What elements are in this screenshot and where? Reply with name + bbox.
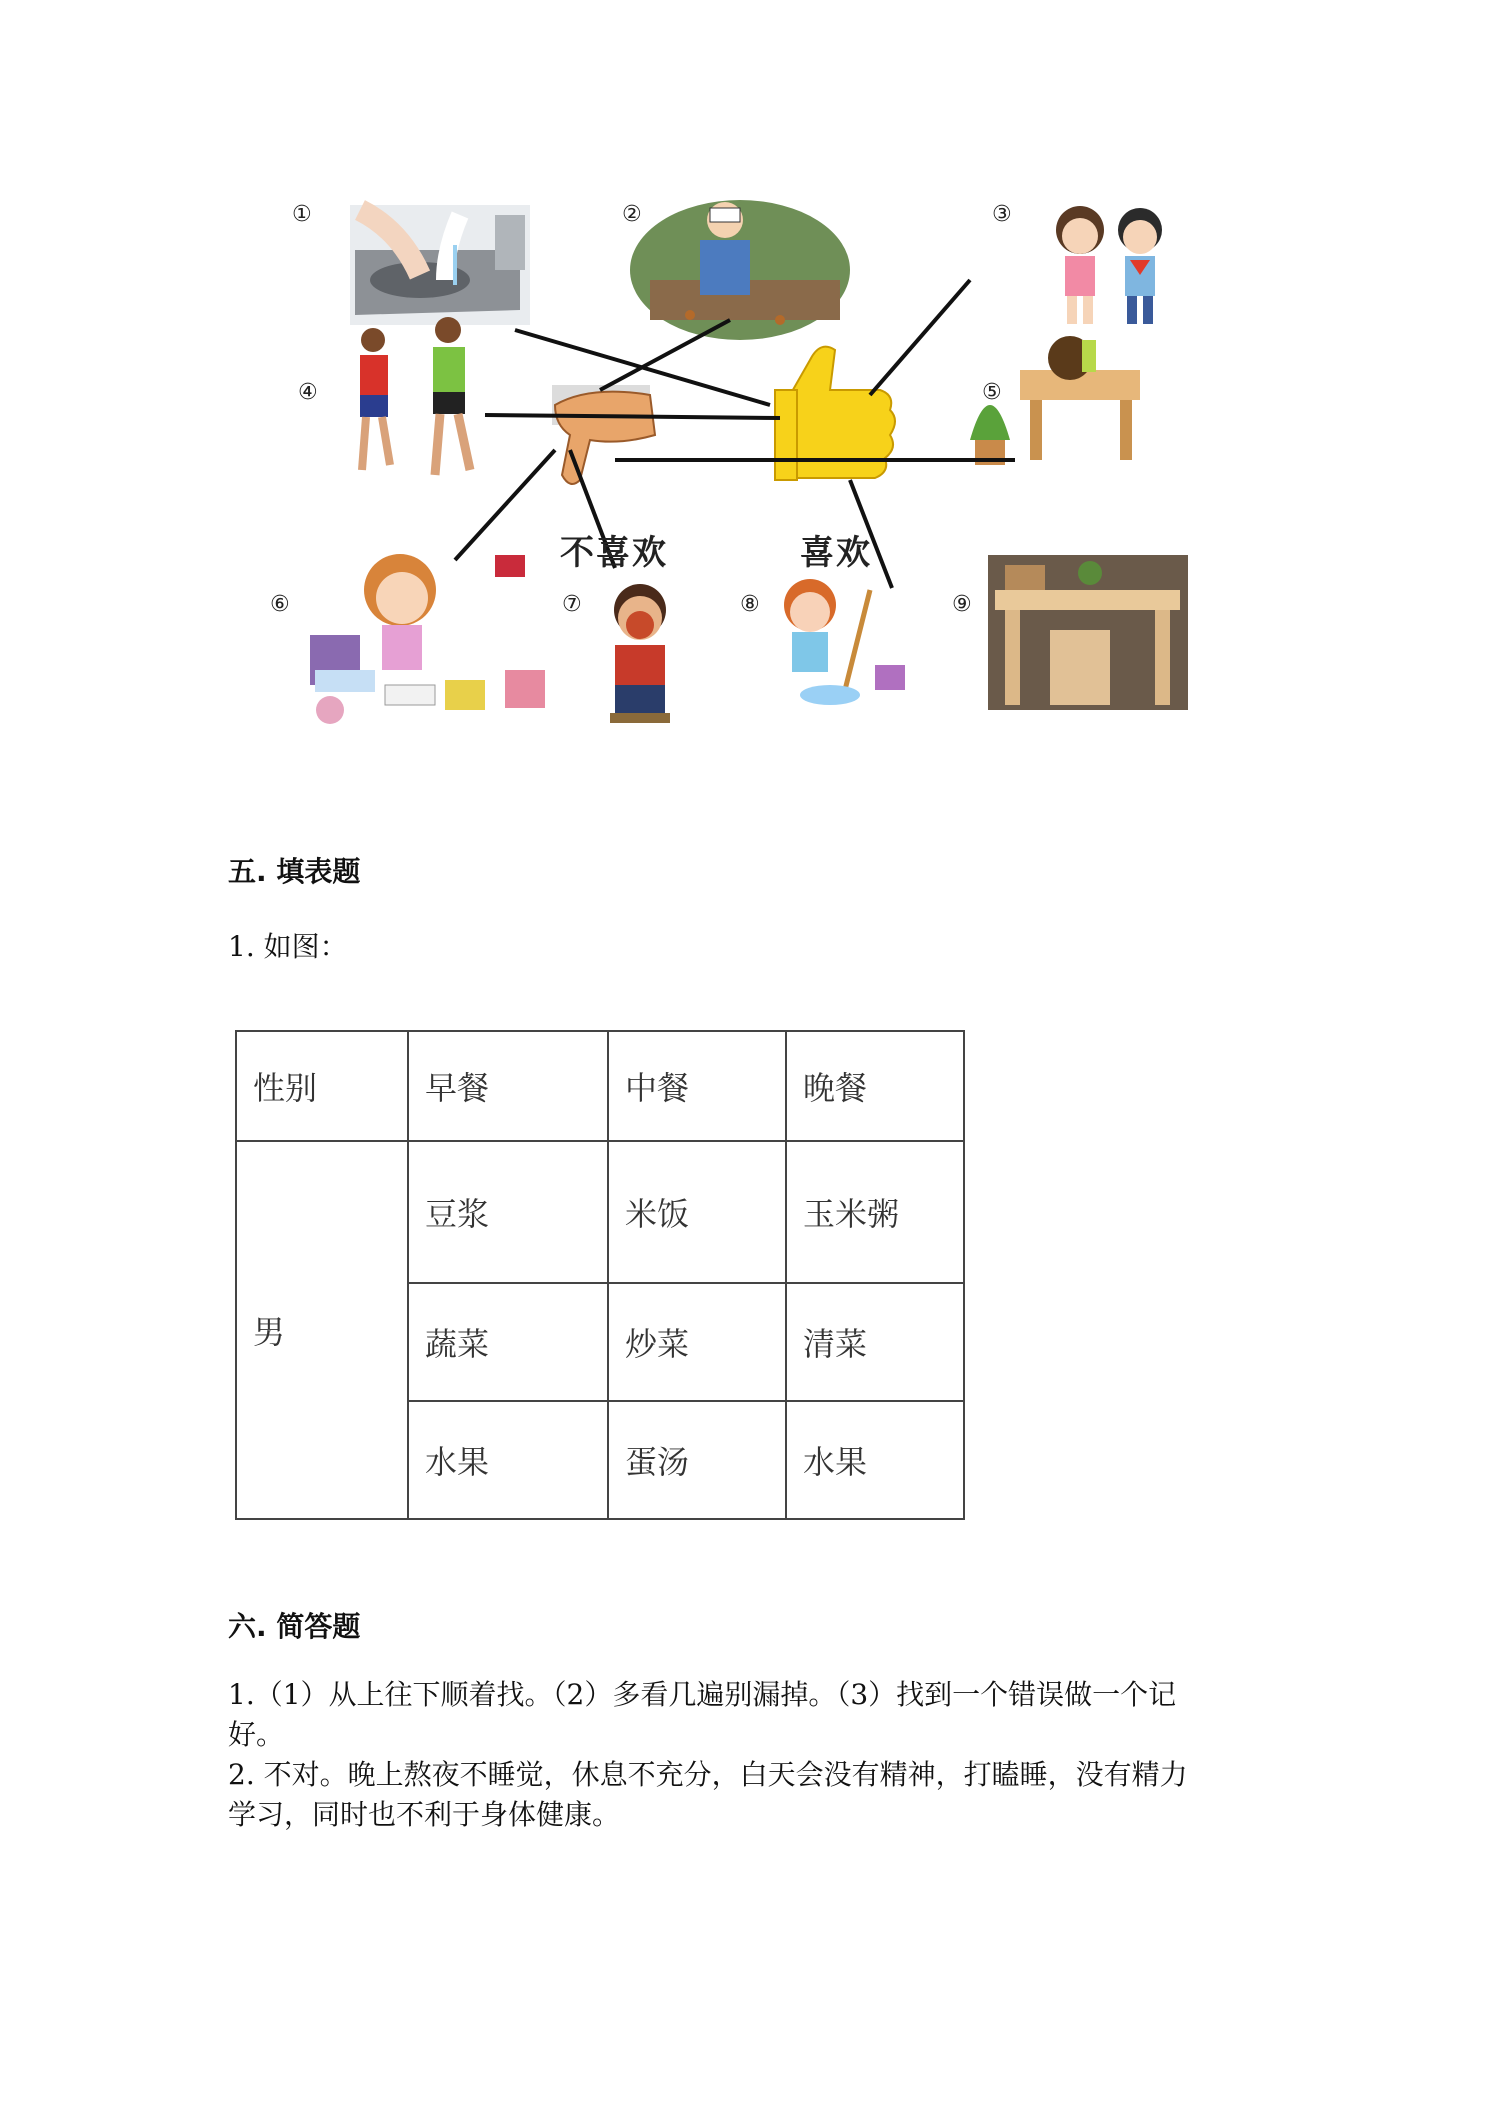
littering-man-image xyxy=(630,200,850,340)
messy-girl-image xyxy=(310,554,545,724)
marker-4: ④ xyxy=(298,380,318,405)
dislike-label: 不喜欢 xyxy=(560,533,668,573)
gender-cell: 男 xyxy=(236,1141,408,1519)
table-cell: 豆浆 xyxy=(408,1141,608,1283)
section-5-title: 五. 填表题 xyxy=(228,855,361,888)
answer-2-line-1: 2. 不对。晚上熬夜不睡觉，休息不充分，白天会没有精神，打瞌睡，没有精力 xyxy=(228,1758,1188,1791)
table-cell: 水果 xyxy=(408,1401,608,1519)
eating-boy-image xyxy=(610,584,670,723)
answer-1-line-1: 1.（1）从上往下顺着找。（2）多看几遍别漏掉。（3）找到一个错误做一个记 xyxy=(228,1678,1177,1711)
header-cell: 晚餐 xyxy=(786,1031,964,1141)
section-5-question: 1. 如图： xyxy=(228,930,348,963)
meal-table xyxy=(235,1030,965,1520)
answer-1-line-2: 好。 xyxy=(228,1718,285,1751)
sweeping-girl-image xyxy=(784,579,905,705)
marker-3: ③ xyxy=(992,202,1012,227)
header-cell: 早餐 xyxy=(408,1031,608,1141)
table-cell: 水果 xyxy=(786,1401,964,1519)
matching-figure xyxy=(270,190,1230,750)
marker-7: ⑦ xyxy=(562,592,582,617)
marker-5: ⑤ xyxy=(982,380,1002,405)
like-label: 喜欢 xyxy=(800,533,872,573)
section-6-title: 六. 简答题 xyxy=(228,1610,361,1643)
table-cell: 蔬菜 xyxy=(408,1283,608,1401)
answer-2-line-2: 学习，同时也不利于身体健康。 xyxy=(228,1798,621,1831)
table-cell: 炒菜 xyxy=(608,1283,786,1401)
thumbs-down-image xyxy=(552,385,655,484)
header-cell: 中餐 xyxy=(608,1031,786,1141)
washing-hands-image xyxy=(350,205,530,325)
table-cell: 玉米粥 xyxy=(786,1141,964,1283)
table-cell: 清菜 xyxy=(786,1283,964,1401)
desk-photo-image xyxy=(988,555,1188,710)
answer-1 xyxy=(228,1675,1278,1755)
marker-9: ⑨ xyxy=(952,592,972,617)
marker-8: ⑧ xyxy=(740,592,760,617)
table-header-row xyxy=(236,1031,964,1141)
figure-illustration xyxy=(270,190,1230,750)
saluting-children-image xyxy=(1056,206,1162,324)
table-row xyxy=(236,1141,964,1283)
answer-2 xyxy=(228,1755,1278,1835)
table-cell: 蛋汤 xyxy=(608,1401,786,1519)
running-boys-image xyxy=(360,317,470,475)
table-cell: 米饭 xyxy=(608,1141,786,1283)
marker-1: ① xyxy=(292,202,312,227)
marker-2: ② xyxy=(622,202,642,227)
header-cell: 性别 xyxy=(236,1031,408,1141)
marker-6: ⑥ xyxy=(270,592,290,617)
